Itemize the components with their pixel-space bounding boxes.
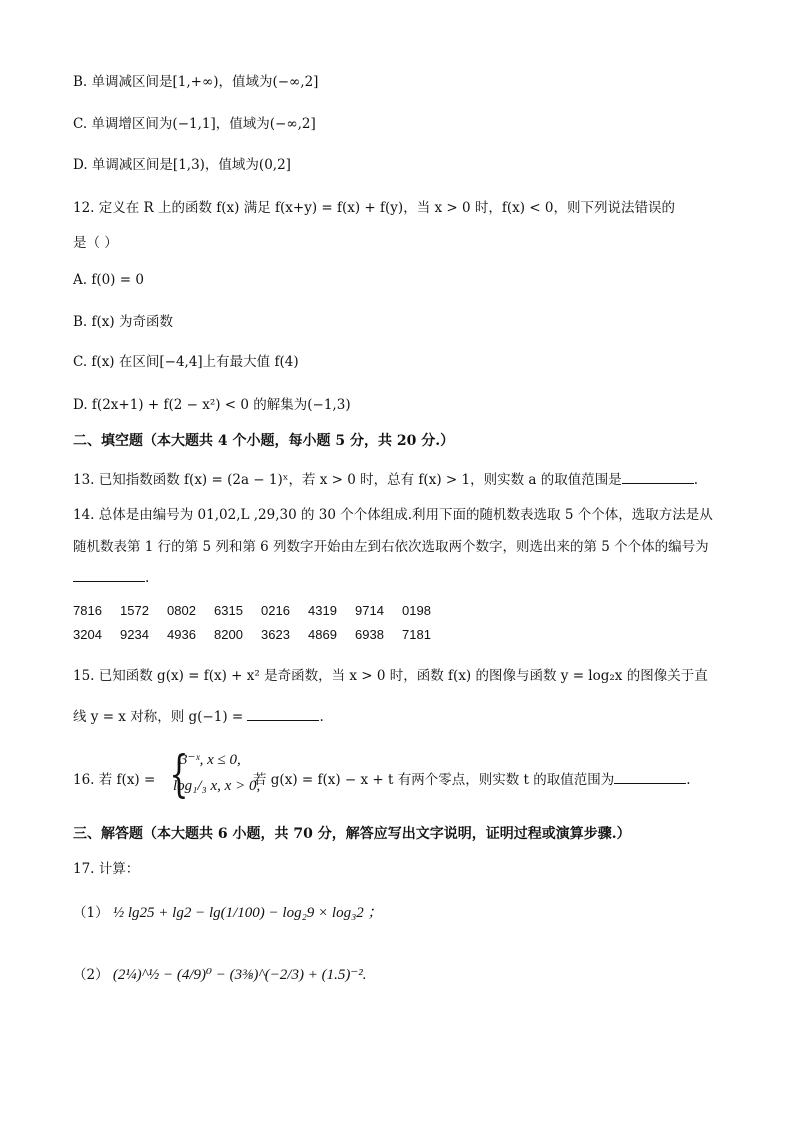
- q12-option-c: C. f(x) 在区间[−4,4]上有最大值 f(4): [73, 354, 299, 370]
- q13-stem: 13. 已知指数函数 f(x) = (2a − 1)ˣ，若 x > 0 时，总有 f(x) > 1，则实数 a 的取值范围是: [73, 472, 622, 488]
- q14-line2: 随机数表第 1 行的第 5 列和第 6 列数字开始由左到右依次选取两个数字，则选出来的第 5 个个体的编号为: [73, 539, 709, 555]
- q13-text: [73, 469, 698, 490]
- random-number-table: [73, 598, 449, 646]
- part1-expression: ½ lg25 + lg2 − lg(1/100) − log₂9 × log₃2 ；: [112, 905, 383, 921]
- q16-period: .: [686, 772, 691, 788]
- table-cell: 4869: [308, 626, 337, 642]
- q17-part2: [73, 965, 367, 985]
- q13-period: .: [693, 472, 698, 488]
- q11-option-b: B. 单调减区间是[1,+∞)，值域为(−∞,2]: [73, 74, 319, 90]
- answer-blank: [247, 706, 319, 721]
- table-cell: 0198: [402, 602, 431, 618]
- q12-option-d: D. f(2x+1) + f(2 − x²) < 0 的解集为(−1,3): [73, 397, 351, 413]
- q15-period: .: [319, 709, 324, 725]
- part-label: （2）: [73, 967, 109, 983]
- q14-line1: 14. 总体是由编号为 01,02,L ,29,30 的 30 个个体组成.利用下面的随机数表选取 5 个个体，选取方法是从: [73, 507, 713, 523]
- q16-suffix: [253, 768, 691, 788]
- q16-condition: 若 g(x) = f(x) − x + t 有两个零点，则实数 t 的取值范围为: [253, 772, 615, 788]
- table-row: [73, 622, 449, 646]
- table-cell: 7181: [402, 626, 431, 642]
- q15-line1: 15. 已知函数 g(x) = f(x) + x² 是奇函数，当 x > 0 时，函数 f(x) 的图像与函数 y = log₂x 的图像关于直: [73, 668, 708, 684]
- table-row: [73, 598, 449, 622]
- table-cell: 3204: [73, 626, 102, 642]
- table-cell: 0802: [167, 602, 196, 618]
- q16-case2: log₁/₃ x, x > 0,: [173, 778, 261, 794]
- part-label: （1）: [73, 905, 109, 921]
- q11-option-c: C. 单调增区间为(−1,1]，值域为(−∞,2]: [73, 116, 316, 132]
- table-cell: 1572: [120, 602, 149, 618]
- q12-option-a: A. f(0) = 0: [73, 272, 144, 288]
- table-cell: 0216: [261, 602, 290, 618]
- brace: {: [169, 745, 189, 803]
- q12-stem-line2: 是（ ）: [73, 235, 118, 251]
- table-cell: 6315: [214, 602, 243, 618]
- answer-blank: [614, 769, 686, 784]
- q17-title: 17. 计算：: [73, 861, 140, 877]
- q14-period: .: [145, 570, 150, 586]
- table-cell: 8200: [214, 626, 243, 642]
- table-cell: 6938: [355, 626, 384, 642]
- q15-stem: 线 y = x 对称，则 g(−1) =: [73, 709, 244, 725]
- q11-option-d: D. 单调减区间是[1,3)，值域为(0,2]: [73, 157, 291, 173]
- q16-case1: 3⁻ˣ, x ≤ 0,: [180, 752, 241, 768]
- table-cell: 9234: [120, 626, 149, 642]
- answer-blank: [622, 469, 694, 484]
- q15-line2: [73, 706, 324, 727]
- section-heading-fill-in: 二、填空题（本大题共 4 个小题，每小题 5 分，共 20 分.）: [73, 433, 455, 449]
- table-cell: 4936: [167, 626, 196, 642]
- q16-prefix: 16. 若 f(x) =: [73, 772, 156, 788]
- table-cell: 3623: [261, 626, 290, 642]
- table-cell: 9714: [355, 602, 384, 618]
- table-cell: 7816: [73, 602, 102, 618]
- part2-expression: (2¼)^½ − (4/9)⁰ − (3⅜)^(−2/3) + (1.5)⁻².: [112, 967, 367, 983]
- table-cell: 4319: [308, 602, 337, 618]
- section-heading-solutions: 三、解答题（本大题共 6 小题，共 70 分，解答应写出文字说明，证明过程或演算步骤.）: [73, 826, 631, 842]
- q14-blank-line: [73, 567, 149, 588]
- q17-part1: [73, 903, 383, 923]
- answer-blank: [73, 567, 145, 582]
- q12-stem-line1: 12. 定义在 R 上的函数 f(x) 满足 f(x+y) = f(x) + f(y)，当 x > 0 时，f(x) < 0，则下列说法错误的: [73, 200, 676, 216]
- q12-option-b: B. f(x) 为奇函数: [73, 314, 173, 330]
